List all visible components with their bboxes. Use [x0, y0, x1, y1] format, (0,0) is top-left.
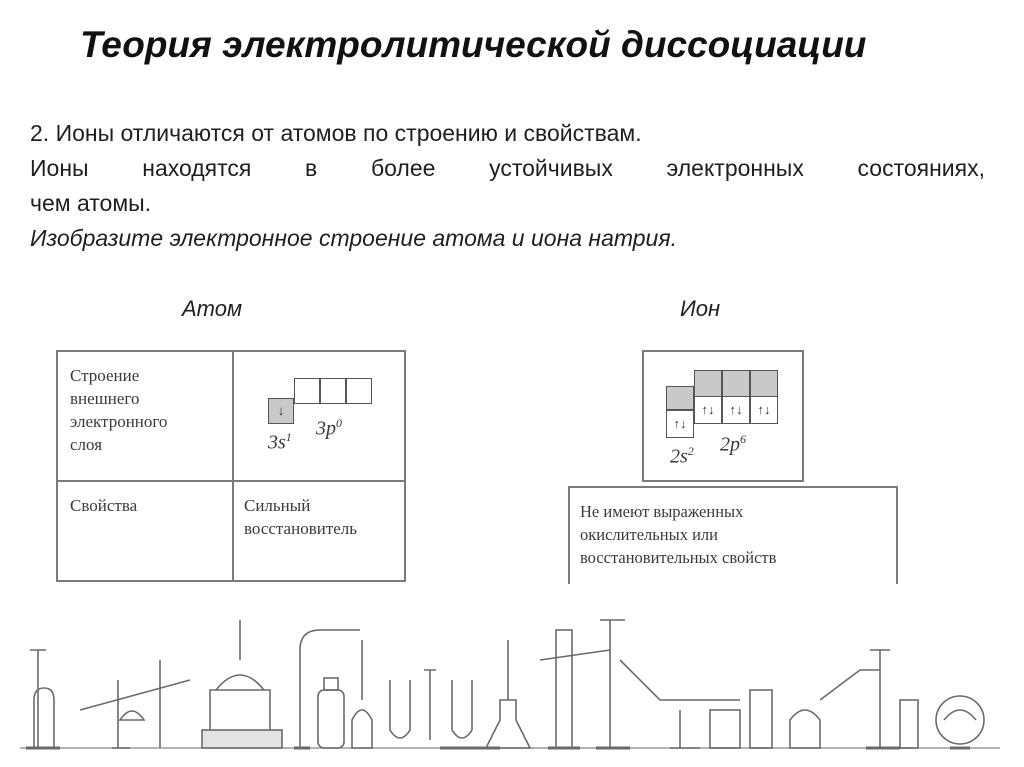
paragraph-line-2: Ионы находятся в более устойчивых электронных состояниях,: [30, 155, 985, 181]
atom-structure-header: Строение внешнего электронного слоя: [70, 366, 168, 454]
atom-table-divider: [232, 352, 234, 580]
atom-sublevel-s: $3s^1$: [268, 430, 292, 454]
slide-title: Теория электролитической диссоциации: [80, 24, 867, 65]
ion-sublevel-p: $2p^6$: [720, 432, 746, 456]
atom-properties-header: Свойства: [70, 496, 138, 515]
atom-properties-value: Сильный восстановитель: [244, 496, 358, 538]
atom-p-orbital-1: [294, 378, 320, 404]
atom-sublevel-p: $3p^0$: [316, 416, 342, 440]
atom-p-orbital-3: [346, 378, 372, 404]
ion-label: Ион: [680, 296, 721, 321]
ion-p-orbital-1: ↑↓: [694, 396, 722, 424]
atom-s-orbital: ↓: [268, 398, 294, 424]
atom-label: Атом: [182, 296, 243, 321]
ion-p-orbital-2: ↑↓: [722, 396, 750, 424]
ion-properties-text: Не имеют выраженных окислительных или восстановительных свойств: [580, 502, 777, 567]
paragraph-line-1: 2. Ионы отличаются от атомов по строению и свойствам.: [30, 120, 642, 146]
ion-p-orbital-3: ↑↓: [750, 396, 778, 424]
atom-p-orbital-2: [320, 378, 346, 404]
task-text: Изобразите электронное строение атома и иона натрия.: [30, 225, 678, 251]
ion-properties-cell: [568, 486, 898, 584]
ion-top-shade-1: [666, 386, 694, 410]
atom-table-row-divider: [58, 480, 404, 482]
ion-s-orbital: ↑↓: [666, 410, 694, 438]
ion-structure-cell: [642, 350, 804, 482]
atom-table: [56, 350, 406, 582]
ion-sublevel-s: $2s^2$: [670, 444, 694, 468]
paragraph-line-3: чем атомы.: [30, 190, 152, 216]
lab-equipment-illustration: [0, 580, 1024, 767]
